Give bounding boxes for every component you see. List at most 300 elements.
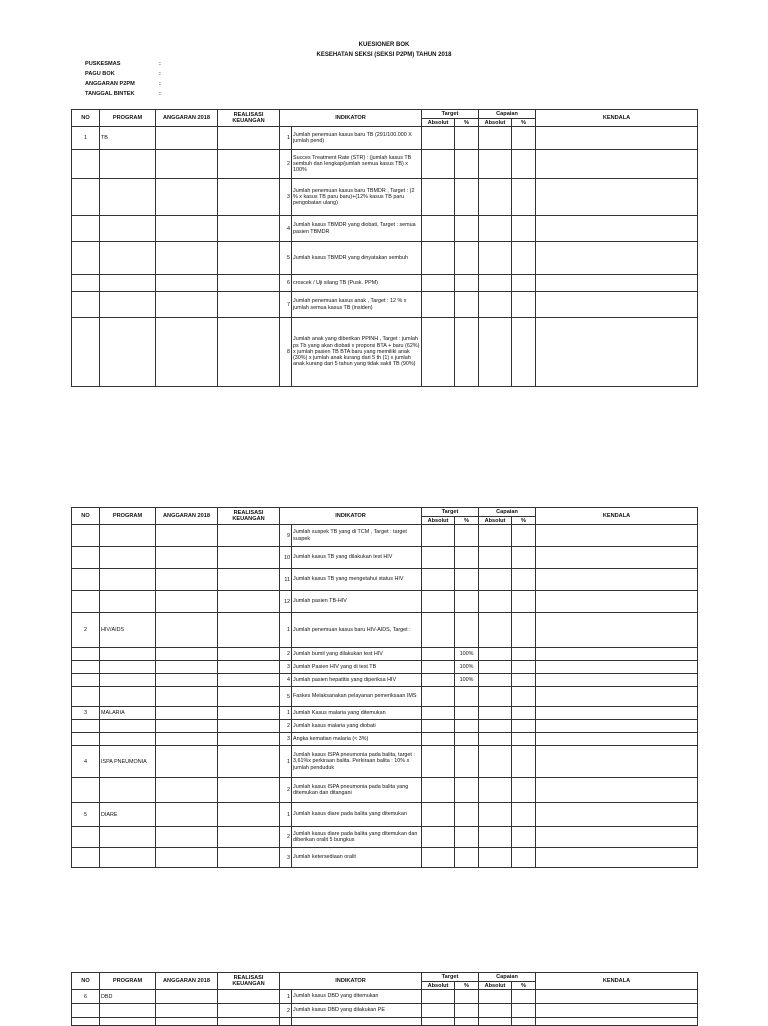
row-program xyxy=(100,150,156,179)
row-indicator-number: 4 xyxy=(280,674,292,687)
row-capaian-percent xyxy=(512,292,536,318)
row-indicator-number: 2 xyxy=(280,720,292,733)
row-program: DIARE xyxy=(100,803,156,827)
row-indicator: Jumlah kasus ISPA pneumonia pada balita yang ditemukan dan ditangani xyxy=(292,778,422,803)
row-capaian-percent xyxy=(512,613,536,648)
row-capaian-absolut xyxy=(479,292,512,318)
row-kendala xyxy=(536,990,698,1004)
row-kendala xyxy=(536,318,698,387)
row-target-absolut xyxy=(422,746,455,778)
row-realisasi xyxy=(218,707,280,720)
row-kendala xyxy=(536,150,698,179)
row-kendala xyxy=(536,242,698,275)
row-indicator: Jumlah kasus malaria yang diobati xyxy=(292,720,422,733)
row-target-percent xyxy=(455,547,479,569)
col-target-header: Target xyxy=(422,508,479,517)
row-no xyxy=(72,1018,100,1026)
row-target-percent xyxy=(455,179,479,216)
row-target-absolut xyxy=(422,242,455,275)
row-no xyxy=(72,720,100,733)
row-realisasi xyxy=(218,216,280,242)
row-target-percent xyxy=(455,848,479,868)
row-capaian-absolut xyxy=(479,778,512,803)
row-kendala xyxy=(536,848,698,868)
row-indicator: Jumlah penemuan kasus baru TBMDR , Target : (2 % x kasus TB paru baru)+(12% kasus TB paru pengobatan ulang) xyxy=(292,179,422,216)
table-row xyxy=(72,318,698,387)
col-capaian-header: Capaian xyxy=(479,973,536,982)
row-indicator: Jumlah kasus TB yang mengetahui status HIV xyxy=(292,569,422,591)
row-capaian-percent xyxy=(512,733,536,746)
table-row xyxy=(72,179,698,216)
row-target-absolut xyxy=(422,848,455,868)
row-anggaran xyxy=(156,242,218,275)
row-kendala xyxy=(536,803,698,827)
row-realisasi xyxy=(218,661,280,674)
row-no: 1 xyxy=(72,127,100,150)
row-capaian-absolut xyxy=(479,275,512,292)
row-realisasi xyxy=(218,803,280,827)
row-capaian-absolut xyxy=(479,525,512,547)
table-row xyxy=(72,661,698,674)
row-indicator: croscek / Uji silang TB (Pusk. PPM) xyxy=(292,275,422,292)
col-program-header: PROGRAM xyxy=(100,508,156,525)
row-target-percent xyxy=(455,275,479,292)
row-kendala xyxy=(536,661,698,674)
row-capaian-absolut xyxy=(479,591,512,613)
row-realisasi xyxy=(218,275,280,292)
row-capaian-percent xyxy=(512,127,536,150)
row-target-percent xyxy=(455,827,479,848)
row-program xyxy=(100,674,156,687)
row-target-absolut xyxy=(422,613,455,648)
row-kendala xyxy=(536,687,698,707)
row-no: 3 xyxy=(72,707,100,720)
row-target-percent xyxy=(455,613,479,648)
row-capaian-absolut xyxy=(479,990,512,1004)
row-realisasi xyxy=(218,127,280,150)
row-program xyxy=(100,318,156,387)
row-target-absolut xyxy=(422,569,455,591)
row-target-absolut xyxy=(422,661,455,674)
row-indicator-number: 1 xyxy=(280,803,292,827)
row-realisasi xyxy=(218,547,280,569)
col-indikator-header: INDIKATOR xyxy=(280,110,422,127)
table-row xyxy=(72,720,698,733)
row-indicator-number xyxy=(280,1018,292,1026)
row-no xyxy=(72,292,100,318)
row-kendala xyxy=(536,746,698,778)
row-capaian-absolut xyxy=(479,661,512,674)
col-indikator-header: INDIKATOR xyxy=(280,508,422,525)
row-capaian-percent xyxy=(512,746,536,778)
table-row xyxy=(72,242,698,275)
row-target-percent xyxy=(455,525,479,547)
meta-colon: : xyxy=(159,91,161,97)
row-target-absolut xyxy=(422,525,455,547)
doc-title-2: KESEHATAN SEKSI (SEKSI P2PM) TAHUN 2018 xyxy=(316,52,452,58)
row-capaian-absolut xyxy=(479,318,512,387)
row-capaian-absolut xyxy=(479,150,512,179)
table-row xyxy=(72,569,698,591)
row-anggaran xyxy=(156,848,218,868)
row-capaian-absolut xyxy=(479,216,512,242)
row-program xyxy=(100,687,156,707)
row-kendala xyxy=(536,648,698,661)
row-indicator xyxy=(292,1018,422,1026)
row-anggaran xyxy=(156,547,218,569)
col-target-header: Target xyxy=(422,973,479,982)
row-capaian-percent xyxy=(512,216,536,242)
row-target-absolut xyxy=(422,547,455,569)
row-no: 5 xyxy=(72,803,100,827)
capaian-absolut-header: Absolut xyxy=(479,982,512,990)
row-realisasi xyxy=(218,827,280,848)
table-row xyxy=(72,687,698,707)
row-capaian-absolut xyxy=(479,569,512,591)
row-target-percent: 100% xyxy=(455,648,479,661)
row-indicator: Jumlah bumil yang dilakukan test HIV xyxy=(292,648,422,661)
col-target-header: Target xyxy=(422,110,479,119)
row-realisasi xyxy=(218,687,280,707)
row-capaian-absolut xyxy=(479,242,512,275)
row-kendala xyxy=(536,127,698,150)
row-program xyxy=(100,292,156,318)
row-target-percent xyxy=(455,707,479,720)
row-indicator-number: 7 xyxy=(280,292,292,318)
row-capaian-percent xyxy=(512,525,536,547)
row-capaian-percent xyxy=(512,569,536,591)
row-target-percent xyxy=(455,1018,479,1026)
row-indicator-number: 9 xyxy=(280,525,292,547)
row-target-percent: 100% xyxy=(455,661,479,674)
col-program-header: PROGRAM xyxy=(100,973,156,990)
table-row xyxy=(72,613,698,648)
row-capaian-absolut xyxy=(479,733,512,746)
row-program xyxy=(100,569,156,591)
col-realisasi-header: REALISASI KEUANGAN xyxy=(218,110,280,127)
row-indicator-number: 5 xyxy=(280,242,292,275)
row-indicator-number: 2 xyxy=(280,827,292,848)
row-capaian-absolut xyxy=(479,127,512,150)
row-capaian-absolut xyxy=(479,746,512,778)
row-target-absolut xyxy=(422,1004,455,1018)
row-anggaran xyxy=(156,733,218,746)
row-anggaran xyxy=(156,613,218,648)
col-realisasi-header: REALISASI KEUANGAN xyxy=(218,508,280,525)
row-program xyxy=(100,827,156,848)
row-indicator-number: 2 xyxy=(280,150,292,179)
row-indicator-number: 4 xyxy=(280,216,292,242)
row-indicator: Jumlah suspek TB yang di TCM , Target : target suspek xyxy=(292,525,422,547)
row-no xyxy=(72,687,100,707)
row-indicator: Jumlah pasien TB-HIV xyxy=(292,591,422,613)
row-indicator: Jumlah Kasus malaria yang ditemukan xyxy=(292,707,422,720)
row-target-percent xyxy=(455,318,479,387)
row-no: 4 xyxy=(72,746,100,778)
row-program xyxy=(100,547,156,569)
row-no xyxy=(72,674,100,687)
row-anggaran xyxy=(156,292,218,318)
table-row xyxy=(72,216,698,242)
row-indicator-number: 1 xyxy=(280,127,292,150)
table-row xyxy=(72,827,698,848)
row-target-percent xyxy=(455,1004,479,1018)
row-target-absolut xyxy=(422,216,455,242)
row-indicator: Jumlah penemuan kasus baru HIV-AIDS, Target : xyxy=(292,613,422,648)
meta-colon: : xyxy=(159,81,161,87)
table-row xyxy=(72,990,698,1004)
target-percent-header: % xyxy=(455,517,479,525)
row-program xyxy=(100,648,156,661)
row-kendala xyxy=(536,216,698,242)
table-row xyxy=(72,848,698,868)
row-target-percent xyxy=(455,292,479,318)
row-anggaran xyxy=(156,127,218,150)
row-capaian-absolut xyxy=(479,803,512,827)
questionnaire-table-2 xyxy=(71,507,698,868)
col-kendala-header: KENDALA xyxy=(536,973,698,990)
row-capaian-percent xyxy=(512,803,536,827)
row-program xyxy=(100,720,156,733)
row-indicator: Jumlah penemuan kasus baru TB (291/100.000 X jumlah pend) xyxy=(292,127,422,150)
table-row xyxy=(72,1004,698,1018)
row-indicator-number: 10 xyxy=(280,547,292,569)
meta-label: PUSKESMAS xyxy=(85,61,121,67)
row-realisasi xyxy=(218,720,280,733)
table-row xyxy=(72,275,698,292)
target-absolut-header: Absolut xyxy=(422,119,455,127)
col-capaian-header: Capaian xyxy=(479,508,536,517)
table-row xyxy=(72,591,698,613)
col-no-header: NO xyxy=(72,508,100,525)
row-indicator: Jumlah ketersediaan oralit xyxy=(292,848,422,868)
table-row xyxy=(72,525,698,547)
col-indikator-header: INDIKATOR xyxy=(280,973,422,990)
row-no xyxy=(72,648,100,661)
capaian-absolut-header: Absolut xyxy=(479,119,512,127)
row-capaian-percent xyxy=(512,720,536,733)
table-row xyxy=(72,803,698,827)
table-row xyxy=(72,547,698,569)
row-no xyxy=(72,569,100,591)
row-target-absolut xyxy=(422,591,455,613)
col-program-header: PROGRAM xyxy=(100,110,156,127)
row-target-absolut xyxy=(422,1018,455,1026)
row-no xyxy=(72,733,100,746)
row-realisasi xyxy=(218,674,280,687)
row-no xyxy=(72,778,100,803)
row-program xyxy=(100,525,156,547)
meta-label: ANGGARAN P2PM xyxy=(85,81,135,87)
row-anggaran xyxy=(156,827,218,848)
row-capaian-percent xyxy=(512,275,536,292)
row-target-percent xyxy=(455,569,479,591)
col-no-header: NO xyxy=(72,973,100,990)
row-target-absolut xyxy=(422,179,455,216)
row-capaian-percent xyxy=(512,990,536,1004)
row-target-absolut xyxy=(422,990,455,1004)
row-no xyxy=(72,179,100,216)
table-row xyxy=(72,127,698,150)
row-capaian-absolut xyxy=(479,720,512,733)
capaian-percent-header: % xyxy=(512,982,536,990)
row-target-absolut xyxy=(422,733,455,746)
row-target-percent xyxy=(455,687,479,707)
row-program xyxy=(100,661,156,674)
row-kendala xyxy=(536,275,698,292)
row-program: HIV/AIDS xyxy=(100,613,156,648)
row-kendala xyxy=(536,733,698,746)
row-kendala xyxy=(536,292,698,318)
row-target-absolut xyxy=(422,778,455,803)
row-indicator-number: 8 xyxy=(280,318,292,387)
row-indicator: Jumlah penemuan kasus anak , Target : 12 % x jumlah semua kasus TB (insiden) xyxy=(292,292,422,318)
row-realisasi xyxy=(218,733,280,746)
row-realisasi xyxy=(218,318,280,387)
row-capaian-percent xyxy=(512,591,536,613)
row-indicator: Angka kematian malaria (< 3%) xyxy=(292,733,422,746)
row-indicator: Jumlah kasus diare pada balita yang ditemukan dan diberikan oralit 5 bungkus xyxy=(292,827,422,848)
row-indicator: Jumlah kasus TBMDR yang dinyatakan sembuh xyxy=(292,242,422,275)
row-anggaran xyxy=(156,1018,218,1026)
row-program xyxy=(100,591,156,613)
row-no xyxy=(72,150,100,179)
row-anggaran xyxy=(156,318,218,387)
row-no xyxy=(72,591,100,613)
table-row xyxy=(72,707,698,720)
row-capaian-absolut xyxy=(479,179,512,216)
questionnaire-table-1 xyxy=(71,109,698,387)
col-anggaran-header: ANGGARAN 2018 xyxy=(156,110,218,127)
row-indicator-number: 6 xyxy=(280,275,292,292)
row-no xyxy=(72,661,100,674)
row-no xyxy=(72,242,100,275)
row-indicator: Jumlah kasus DBD yang ditemukan xyxy=(292,990,422,1004)
row-kendala xyxy=(536,569,698,591)
row-capaian-percent xyxy=(512,150,536,179)
row-target-absolut xyxy=(422,127,455,150)
row-no xyxy=(72,275,100,292)
table-row xyxy=(72,674,698,687)
row-capaian-absolut xyxy=(479,648,512,661)
row-target-percent xyxy=(455,720,479,733)
row-anggaran xyxy=(156,275,218,292)
row-indicator: Jumlah kasus diare pada balita yang ditemukan xyxy=(292,803,422,827)
row-program xyxy=(100,848,156,868)
row-target-percent xyxy=(455,127,479,150)
row-indicator-number: 2 xyxy=(280,648,292,661)
row-anggaran xyxy=(156,525,218,547)
row-realisasi xyxy=(218,746,280,778)
row-capaian-absolut xyxy=(479,707,512,720)
row-no xyxy=(72,1004,100,1018)
row-capaian-percent xyxy=(512,687,536,707)
col-realisasi-header: REALISASI KEUANGAN xyxy=(218,973,280,990)
row-program: TB xyxy=(100,127,156,150)
meta-colon: : xyxy=(159,61,161,67)
row-no: 6 xyxy=(72,990,100,1004)
row-capaian-absolut xyxy=(479,613,512,648)
row-no xyxy=(72,216,100,242)
row-program xyxy=(100,1004,156,1018)
row-capaian-percent xyxy=(512,778,536,803)
row-program: DBD xyxy=(100,990,156,1004)
row-capaian-absolut xyxy=(479,674,512,687)
row-kendala xyxy=(536,778,698,803)
row-indicator-number: 3 xyxy=(280,661,292,674)
col-capaian-header: Capaian xyxy=(479,110,536,119)
row-indicator-number: 12 xyxy=(280,591,292,613)
row-indicator: Jumlah Pasien HIV yang di test TB xyxy=(292,661,422,674)
row-anggaran xyxy=(156,720,218,733)
row-capaian-percent xyxy=(512,661,536,674)
row-target-percent xyxy=(455,150,479,179)
row-capaian-absolut xyxy=(479,547,512,569)
row-indicator-number: 1 xyxy=(280,707,292,720)
row-indicator: Jumlah kasus TBMDR yang diobati, Target : semua pasien TBMDR xyxy=(292,216,422,242)
row-target-absolut xyxy=(422,292,455,318)
row-capaian-percent xyxy=(512,242,536,275)
row-anggaran xyxy=(156,803,218,827)
row-kendala xyxy=(536,827,698,848)
row-indicator: Jumlah kasus DBD yang dilakukan PE xyxy=(292,1004,422,1018)
row-anggaran xyxy=(156,674,218,687)
capaian-percent-header: % xyxy=(512,119,536,127)
row-capaian-percent xyxy=(512,848,536,868)
row-realisasi xyxy=(218,848,280,868)
row-indicator-number: 2 xyxy=(280,1004,292,1018)
row-realisasi xyxy=(218,569,280,591)
row-capaian-percent xyxy=(512,318,536,387)
row-target-percent xyxy=(455,746,479,778)
row-no xyxy=(72,318,100,387)
row-indicator: Jumlah pasien hepatitis yang diperiksa HIV xyxy=(292,674,422,687)
row-capaian-percent xyxy=(512,648,536,661)
row-capaian-percent xyxy=(512,1018,536,1026)
row-program xyxy=(100,242,156,275)
row-kendala xyxy=(536,1004,698,1018)
row-capaian-absolut xyxy=(479,687,512,707)
row-realisasi xyxy=(218,1018,280,1026)
row-anggaran xyxy=(156,569,218,591)
row-target-absolut xyxy=(422,275,455,292)
row-target-absolut xyxy=(422,687,455,707)
row-indicator-number: 1 xyxy=(280,613,292,648)
row-target-percent xyxy=(455,733,479,746)
row-kendala xyxy=(536,613,698,648)
target-absolut-header: Absolut xyxy=(422,982,455,990)
row-capaian-percent xyxy=(512,547,536,569)
row-capaian-percent xyxy=(512,674,536,687)
row-no xyxy=(72,547,100,569)
row-realisasi xyxy=(218,1004,280,1018)
row-target-percent: 100% xyxy=(455,674,479,687)
row-no: 2 xyxy=(72,613,100,648)
row-target-absolut xyxy=(422,150,455,179)
row-anggaran xyxy=(156,707,218,720)
row-realisasi xyxy=(218,990,280,1004)
row-realisasi xyxy=(218,292,280,318)
row-indicator: Succes Treatment Rate (STR) : (jumlah kasus TB sembuh dan lengkap/jumlah semua kasus TB) x 100% xyxy=(292,150,422,179)
row-program xyxy=(100,1018,156,1026)
row-indicator: Jumlah kasus TB yang dilakukan test HIV xyxy=(292,547,422,569)
row-no xyxy=(72,525,100,547)
row-program xyxy=(100,275,156,292)
doc-title-1: KUESIONER BOK xyxy=(358,42,410,48)
table-row xyxy=(72,746,698,778)
row-program xyxy=(100,778,156,803)
row-capaian-absolut xyxy=(479,848,512,868)
